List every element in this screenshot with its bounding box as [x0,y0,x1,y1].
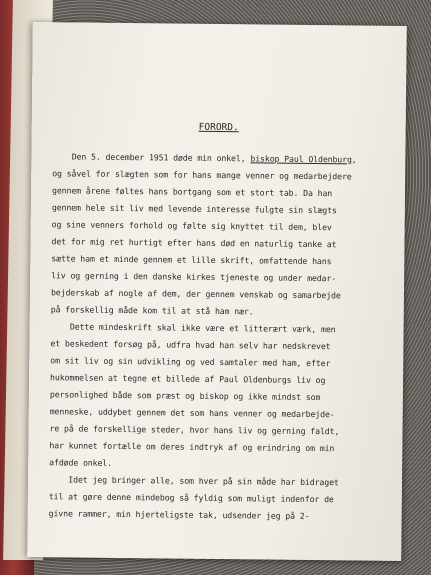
text-line: Den 5. december 1951 døde min onkel, biskop Paul Oldenburg, [52,151,357,165]
text-line: liv og gerning i den danske kirkes tjeneste og under medar- [51,270,337,284]
text-line: givne rammer, min hjerteligste tak, udsender jeg på 2- [48,508,310,521]
text-line: og såvel for slægten som for hans mange venner og medarbejdere [52,168,352,182]
text-line: Idet jeg bringer alle, som hver på sin måde har bidraget [48,474,339,488]
text-line: sætte ham et minde gennem et lille skrift, omfattende hans [51,253,332,267]
text-line: på forskellig måde kom til at stå ham nær. [50,304,254,317]
text-line: personlighed både som præst og biskop og ikke mindst som [49,389,321,403]
text-line: til at gøre denne mindebog så fyldig som muligt indenfor de [48,491,334,505]
text-line: og sine venners forhold og følte sig knyttet til dem, blev [51,219,332,233]
body-text [49,148,393,526]
page-title: FORORD. [198,121,239,134]
underlined-name: biskop Paul Oldenburg [250,153,352,165]
typewritten-page [27,22,407,561]
text-line: Dette mindeskrift skal ikke være et litterært værk, men [50,321,336,335]
text-line: menneske, uddybet gennem det som hans venner og medarbejde- [49,406,335,420]
text-line: hukommelsen at tegne et billede af Paul Oldenburgs liv og [50,372,326,386]
text-line: om sit liv og sin udvikling og ved samtaler med ham, efter [50,355,331,369]
text-line: re på de forskellige steder, hvor hans liv og gerning faldt, [49,423,340,437]
text-line: bejderskab af nogle af dem, der gennem venskab og samarbejde [50,287,341,301]
text-line: gennem årene føltes hans bortgang som et stort tab. Da han [51,185,333,199]
text-line: gennem hele sit liv med levende interesse fulgte sin slægts [51,202,337,216]
text-line: det for mig ret hurtigt efter hans død en naturlig tanke at [51,236,337,250]
text-line: afdøde onkel. [49,457,113,468]
text-line: et beskedent forsøg på, udfra hvad han selv har nedskrevet [50,338,331,352]
text-line: har kunnet fortælle om deres indtryk af og erindring om min [49,440,335,454]
